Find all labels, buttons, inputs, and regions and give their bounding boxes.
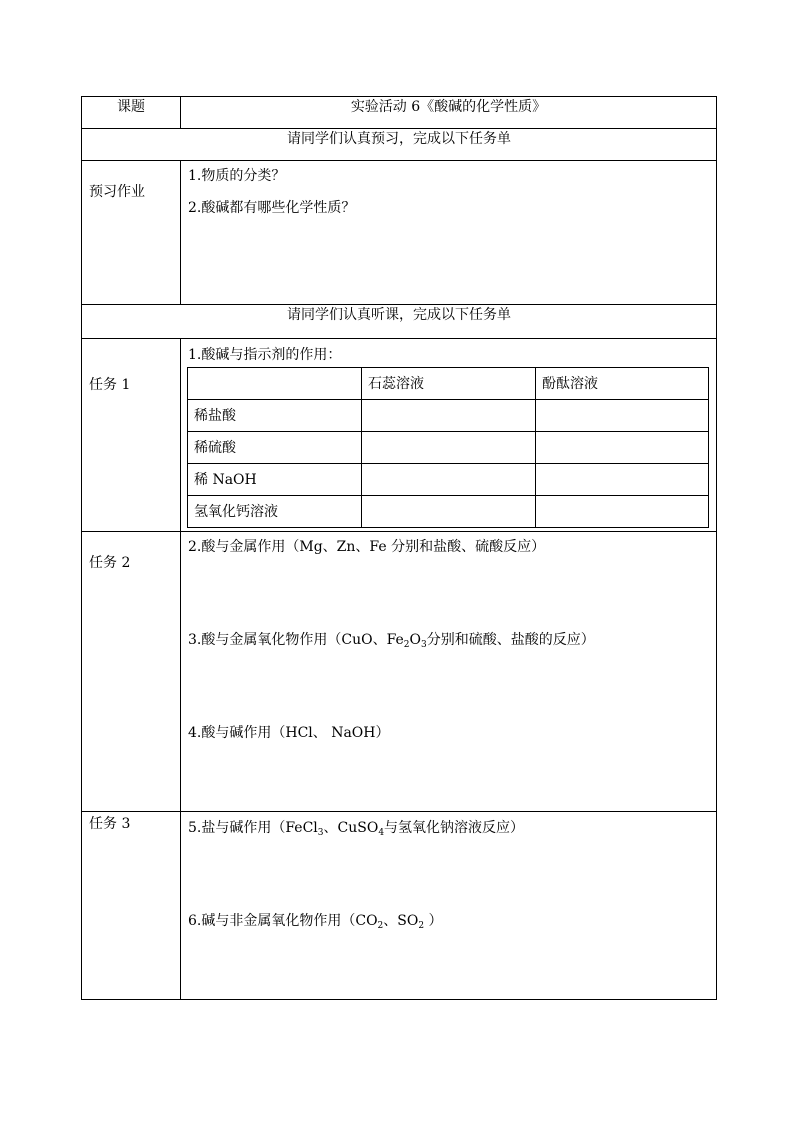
indicator-cell[interactable] (362, 432, 536, 464)
indicator-cell[interactable] (536, 400, 709, 432)
task3-label: 任务 3 (89, 816, 131, 832)
task3-question-5: 5.盐与碱作用（FeCl$_3$、CuSO$_4$与氢氧化钠溶液反应） (188, 820, 525, 838)
indicator-cell[interactable] (362, 464, 536, 496)
preview-banner: 请同学们认真预习，完成以下任务单 (82, 129, 717, 161)
task3-question-6: 6.碱与非金属氧化物作用（$CO_2$、$SO_2$ ） (188, 913, 443, 931)
preview-row (82, 161, 717, 305)
task2-question-3: 3.酸与金属氧化物作用（CuO、$Fe_2O_3$分别和硫酸、盐酸的反应） (188, 632, 595, 650)
indicator-row (188, 496, 709, 528)
task3-content (181, 812, 717, 1000)
task1-label: 任务 1 (89, 377, 131, 393)
indicator-header-row (188, 368, 709, 400)
preview-question-2: 2.酸碱都有哪些化学性质？ (188, 200, 356, 216)
indicator-table (187, 367, 709, 528)
header-row (82, 97, 717, 129)
task2-label: 任务 2 (89, 555, 131, 571)
indicator-header-litmus: 石蕊溶液 (362, 368, 536, 400)
indicator-row-label: 稀 NaOH (188, 464, 362, 496)
topic-title: 实验活动 6《酸碱的化学性质》 (181, 97, 717, 129)
task1-content (181, 339, 717, 532)
indicator-row-label: 稀盐酸 (188, 400, 362, 432)
indicator-cell[interactable] (536, 464, 709, 496)
preview-content (181, 161, 717, 305)
task2-content (181, 532, 717, 812)
indicator-cell[interactable] (536, 432, 709, 464)
topic-label: 课题 (82, 97, 181, 129)
preview-banner-row (82, 129, 717, 161)
indicator-cell[interactable] (536, 496, 709, 528)
task1-row (82, 339, 717, 532)
indicator-cell[interactable] (362, 400, 536, 432)
task3-row (82, 812, 717, 1000)
task2-row (82, 532, 717, 812)
indicator-header-phenolphthalein: 酚酞溶液 (536, 368, 709, 400)
indicator-row (188, 400, 709, 432)
worksheet-table (81, 96, 717, 1000)
indicator-header-blank (188, 368, 362, 400)
preview-question-1: 1.物质的分类？ (188, 168, 286, 184)
preview-label: 预习作业 (89, 184, 145, 200)
indicator-row-label: 氢氧化钙溶液 (188, 496, 362, 528)
task2-question-4: 4.酸与碱作用（HCl、 NaOH） (188, 725, 390, 741)
indicator-row-label: 稀硫酸 (188, 432, 362, 464)
task1-intro: 1.酸碱与指示剂的作用： (188, 347, 342, 363)
task2-question-2: 2.酸与金属作用（Mg、Zn、Fe 分别和盐酸、硫酸反应） (188, 539, 546, 555)
lecture-banner: 请同学们认真听课，完成以下任务单 (82, 305, 717, 339)
indicator-cell[interactable] (362, 496, 536, 528)
lecture-banner-row (82, 305, 717, 339)
indicator-row (188, 432, 709, 464)
indicator-row (188, 464, 709, 496)
